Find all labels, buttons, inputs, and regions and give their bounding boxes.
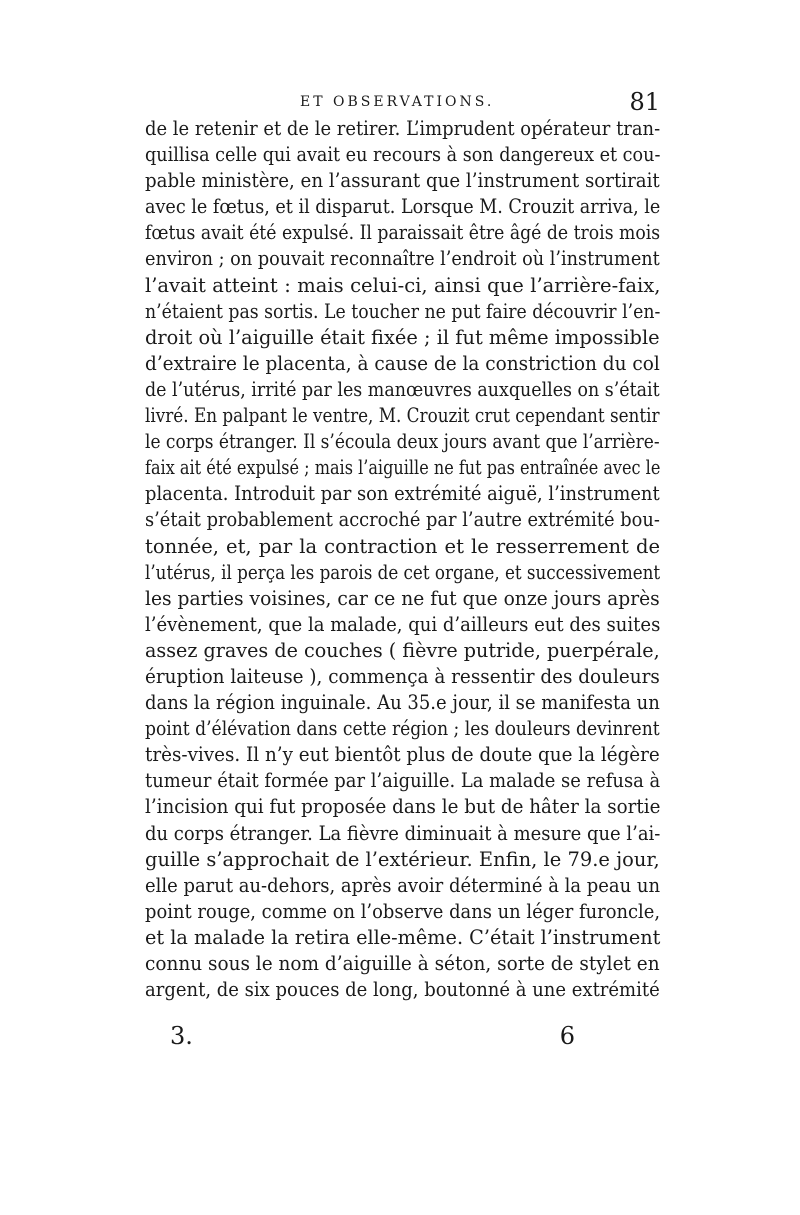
- text-line: assez graves de couches ( fièvre putride, puerpérale,: [145, 638, 660, 662]
- text-line: l’avait atteint : mais celui-ci, ainsi que l’arrière-faix,: [145, 273, 661, 297]
- body-text: [145, 116, 660, 1003]
- text-line: l’évènement, que la malade, qui d’ailleurs eut des suites: [145, 612, 661, 636]
- running-head: ET OBSERVATIONS.: [300, 94, 495, 110]
- text-line: le corps étranger. Il s’écoula deux jours avant que l’arrière-: [145, 430, 660, 454]
- text-line: avec le fœtus, et il disparut. Lorsque M. Crouzit arriva, le: [145, 195, 661, 219]
- text-line: droit où l’aiguille était fixée ; il fut même impossible: [145, 325, 660, 349]
- text-line: l’utérus, il perça les parois de cet organe, et successivement: [145, 560, 661, 584]
- text-line: point d’élévation dans cette région ; les douleurs devinrent: [145, 717, 660, 741]
- text-line: de le retenir et de le retirer. L’imprudent opérateur tran-: [145, 117, 661, 140]
- text-line: point rouge, comme on l’observe dans un léger furoncle,: [145, 899, 661, 923]
- text-line: guille s’approchait de l’extérieur. Enfin, le 79.e jour,: [145, 847, 660, 871]
- text-line: argent, de six pouces de long, boutonné à une extrémité: [145, 978, 660, 1002]
- text-line: placenta. Introduit par son extrémité aiguë, l’instrument: [145, 482, 660, 506]
- text-line: elle parut au-dehors, après avoir déterminé à la peau un: [145, 873, 661, 897]
- text-line: s’était probablement accroché par l’autre extrémité bou-: [145, 508, 660, 532]
- text-line: et la malade la retira elle-même. C’était l’instrument: [145, 925, 661, 949]
- text-line: quillisa celle qui avait eu recours à son dangereux et cou-: [145, 143, 661, 167]
- page-number: 81: [629, 88, 660, 116]
- text-line: tonnée, et, par la contraction et le resserrement de: [145, 534, 660, 558]
- text-line: de l’utérus, irrité par les manœuvres auxquelles on s’était: [145, 377, 660, 401]
- text-line: éruption laiteuse ), commença à ressentir des douleurs: [145, 664, 660, 688]
- text-line: n’étaient pas sortis. Le toucher ne put faire découvrir l’en-: [145, 299, 661, 323]
- text-line: très-vives. Il n’y eut bientôt plus de doute que la légère: [145, 743, 660, 767]
- text-line: du corps étranger. La fièvre diminuait à mesure que l’ai-: [145, 821, 661, 845]
- page-footer: [145, 1022, 660, 1052]
- text-line: fœtus avait été expulsé. Il paraissait être âgé de trois mois: [145, 221, 661, 245]
- text-line: connu sous le nom d’aiguille à séton, sorte de stylet en: [145, 952, 660, 975]
- signature-mark: 3.: [170, 1022, 193, 1050]
- sheet-number: 6: [559, 1022, 575, 1050]
- text-line: pable ministère, en l’assurant que l’instrument sortirait: [145, 169, 660, 193]
- text-line: l’incision qui fut proposée dans le but de hâter la sortie: [145, 795, 661, 819]
- text-line: dans la région inguinale. Au 35.e jour, il se manifesta un: [145, 691, 660, 715]
- text-line: livré. En palpant le ventre, M. Crouzit crut cependant sentir: [145, 404, 660, 428]
- text-line: les parties voisines, car ce ne fut que onze jours après: [145, 586, 660, 610]
- text-line: faix ait été expulsé ; mais l’aiguille ne fut pas entraînée avec le: [145, 456, 661, 480]
- text-line: tumeur était formée par l’aiguille. La malade se refusa à: [145, 769, 661, 793]
- text-line: environ ; on pouvait reconnaître l’endroit où l’instrument: [145, 247, 660, 271]
- text-line: d’extraire le placenta, à cause de la constriction du col: [145, 351, 660, 375]
